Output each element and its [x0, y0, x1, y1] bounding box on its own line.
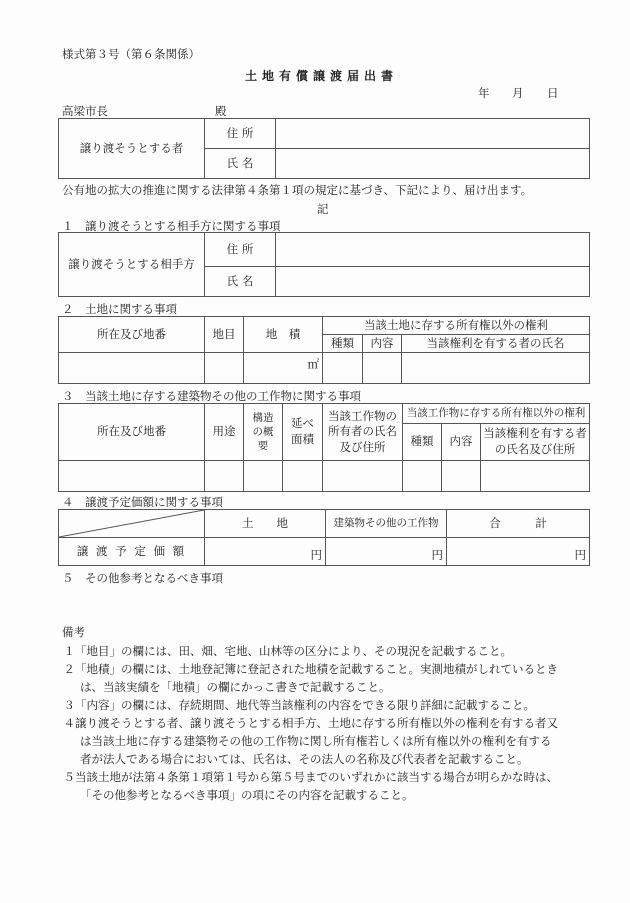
section3-heading: ３ 当該土地に存する建築物その他の工作物に関する事項 [62, 389, 361, 403]
land-header-area: 地 積 [244, 317, 323, 353]
floor-area-line: 面積 [291, 432, 314, 446]
section1-heading: １ 譲り渡そうとする相手方に関する事項 [62, 219, 281, 233]
remark-line: 「地目」の欄には、田、畑、宅地、山林等の区分により、その現況を記載すること。 [75, 644, 512, 658]
land-area-field[interactable] [244, 353, 323, 384]
remark-item [63, 643, 512, 659]
section5-field[interactable] [62, 588, 590, 620]
ki-heading: 記 [317, 202, 329, 216]
applicant-label: 譲り渡そうとする者 [59, 119, 205, 179]
building-structure-field[interactable] [244, 461, 283, 492]
building-header-content: 内容 [442, 424, 481, 461]
date-month-label: 月 [512, 86, 524, 100]
applicant-table [58, 118, 590, 179]
applicant-name-label: 氏 名 [205, 149, 276, 179]
counterparty-name-label: 氏 名 [205, 267, 276, 297]
owner-line: 所有者の氏名 [328, 424, 397, 439]
price-buildings-field[interactable] [326, 538, 447, 566]
diagonal-line-icon [59, 510, 204, 537]
structure-line: 要 [257, 440, 269, 453]
date-year-label: 年 [478, 86, 490, 100]
building-holder-field[interactable] [481, 461, 590, 492]
land-header-location: 所在及び地番 [59, 317, 205, 353]
building-floor-area-field[interactable] [283, 461, 323, 492]
floor-area-line: 延べ [291, 416, 314, 431]
yen-unit: 円 [310, 548, 322, 563]
remark-continuation: 「その他参考となるべき事項」の項にその内容を記載すること。 [80, 788, 414, 802]
section5-heading: ５ その他参考となるべき事項 [62, 571, 223, 585]
remark-line: 「内容」の欄には、存続期間、地代等当該権利の内容をできる限り詳細に記載すること。 [75, 698, 535, 712]
price-header-buildings: 建築物その他の工作物 [326, 510, 447, 538]
price-table [58, 509, 590, 566]
land-holder-name-field[interactable] [402, 353, 590, 384]
yen-unit: 円 [574, 548, 586, 563]
remark-number: ３ [63, 698, 75, 712]
remark-item [63, 769, 558, 785]
remark-number: １ [63, 644, 75, 658]
building-header-other-rights: 当該工作物に存する所有権以外の権利 [403, 404, 590, 424]
structure-line: の概 [252, 425, 274, 438]
remark-item [63, 715, 558, 731]
remark-number: ５ [63, 770, 75, 784]
remark-item [63, 697, 535, 713]
holder-line: の氏名及び住所 [494, 442, 576, 456]
remark-number: ４ [63, 716, 75, 730]
land-header-holder-name: 当該権利を有する者の氏名 [402, 335, 590, 353]
remark-line: 譲り渡そうとする者、譲り渡そうとする相手方、土地に存する所有権以外の権利を有する者又 [75, 716, 558, 730]
remark-continuation: 者が法人である場合においては、氏名は、その法人の名称及び代表者を記載すること。 [80, 752, 529, 766]
building-kind-field[interactable] [403, 461, 442, 492]
building-owner-field[interactable] [323, 461, 403, 492]
holder-line: 当該権利を有する者 [483, 426, 587, 441]
counterparty-address-field[interactable] [276, 233, 590, 267]
applicant-address-field[interactable] [276, 119, 590, 149]
land-table [58, 316, 590, 384]
remark-continuation: は、当該実績を「地積」の欄にかっこ書きで記載すること。 [80, 680, 391, 694]
price-row-label: 譲 渡 予 定 価 額 [59, 538, 205, 566]
land-header-content: 内容 [363, 335, 402, 353]
building-header-location: 所在及び地番 [59, 404, 205, 461]
land-header-kind: 種類 [323, 335, 363, 353]
building-header-use: 用途 [205, 404, 244, 461]
remark-item [63, 661, 558, 677]
owner-line: 及び住所 [339, 439, 386, 454]
building-header-owner [323, 404, 403, 461]
land-header-category: 地目 [205, 317, 244, 353]
counterparty-label: 譲り渡そうとする相手方 [59, 233, 205, 297]
remark-continuation: は当該土地に存する建築物その他の工作物に関し所有権若しくは所有権以外の権利を有する [80, 734, 552, 748]
building-use-field[interactable] [205, 461, 244, 492]
price-total-field[interactable] [447, 538, 590, 566]
owner-line: 当該工作物の [328, 408, 397, 423]
structure-line: 構造 [252, 411, 274, 424]
applicant-address-label: 住 所 [205, 119, 276, 149]
building-header-kind: 種類 [403, 424, 442, 461]
building-header-floor-area [283, 404, 323, 461]
addressee-honorific: 殿 [215, 104, 227, 118]
date-day-label: 日 [547, 86, 559, 100]
statement-text: 公有地の拡大の推進に関する法律第４条第１項の規定に基づき、下記により、届け出ます。 [62, 183, 533, 197]
building-table [58, 403, 590, 492]
land-content-field[interactable] [363, 353, 402, 384]
yen-unit: 円 [431, 548, 443, 563]
remark-number: ２ [63, 662, 75, 676]
price-land-field[interactable] [205, 538, 326, 566]
form-number: 様式第３号（第６条関係） [62, 47, 200, 61]
remarks-heading: 備考 [62, 625, 85, 639]
building-header-holder [481, 424, 590, 461]
land-header-other-rights: 当該土地に存する所有権以外の権利 [323, 317, 590, 335]
counterparty-name-field[interactable] [276, 267, 590, 297]
area-unit: ㎡ [307, 357, 319, 371]
building-location-field[interactable] [59, 461, 205, 492]
land-kind-field[interactable] [323, 353, 363, 384]
diagonal-cell [59, 510, 205, 538]
price-header-total: 合 計 [447, 510, 590, 538]
building-content-field[interactable] [442, 461, 481, 492]
page-title: 土地有償譲渡届出書 [245, 69, 399, 83]
remark-line: 「地積」の欄には、土地登記簿に登記された地積を記載すること。実測地積がしれているとき [75, 662, 558, 676]
applicant-name-field[interactable] [276, 149, 590, 179]
price-header-land: 土 地 [205, 510, 326, 538]
land-category-field[interactable] [205, 353, 244, 384]
counterparty-table [58, 232, 590, 297]
counterparty-address-label: 住 所 [205, 233, 276, 267]
section2-heading: ２ 土地に関する事項 [62, 302, 177, 316]
section4-heading: ４ 譲渡予定価額に関する事項 [62, 495, 223, 509]
building-header-structure [244, 404, 283, 461]
addressee-name: 高梁市長 [62, 104, 108, 118]
land-location-field[interactable] [59, 353, 205, 384]
remark-line: 当該土地が法第４条第１項第１号から第５号までのいずれかに該当する場合が明らかな時は、 [75, 770, 558, 784]
